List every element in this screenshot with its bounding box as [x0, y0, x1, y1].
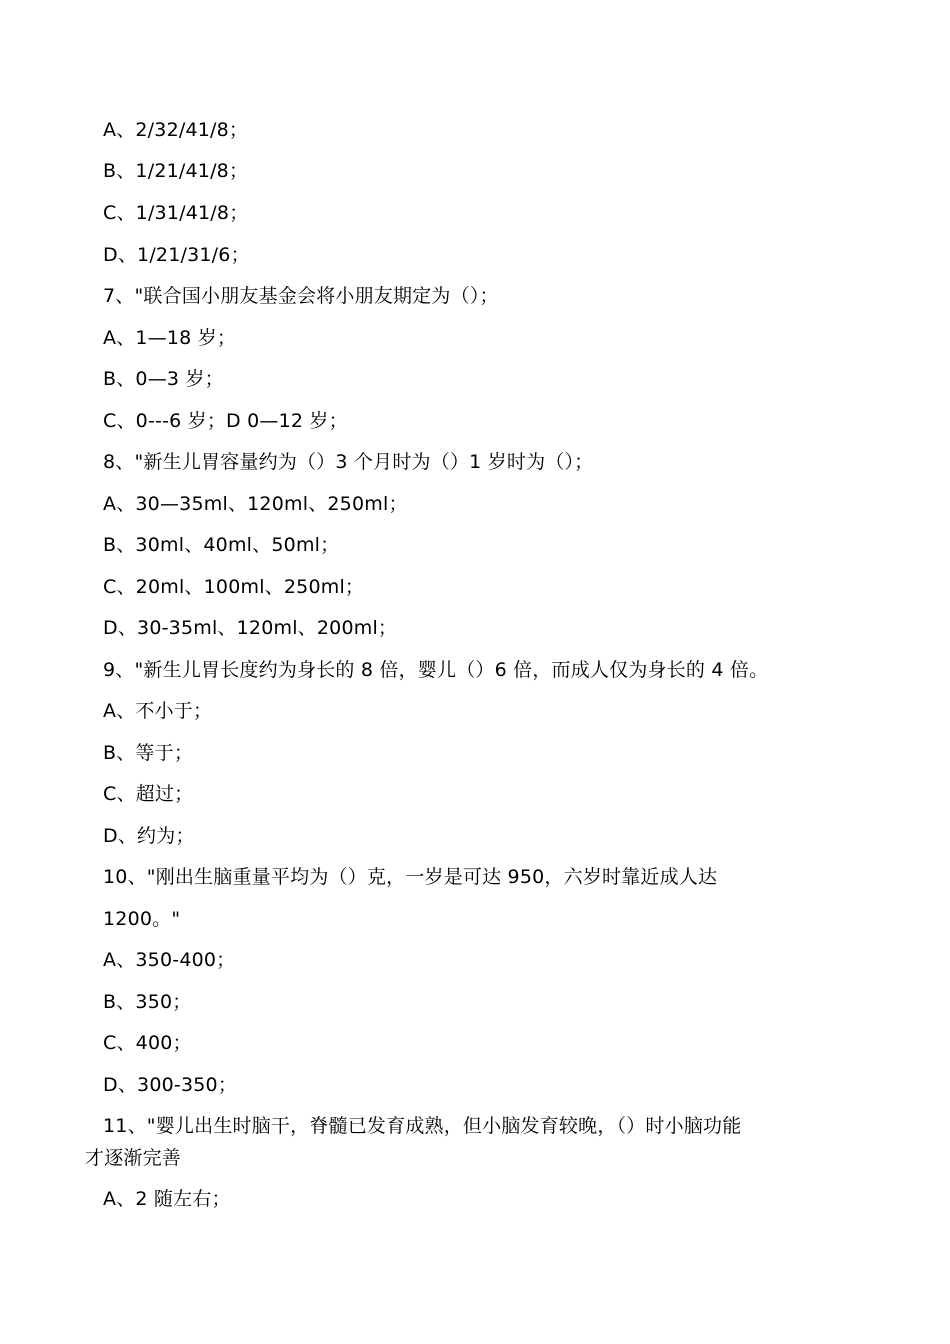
option-line: A、2 随左右； [103, 1188, 231, 1210]
question-11-continuation: 才逐渐完善 [85, 1147, 182, 1169]
question-10: 10、"刚出生脑重量平均为（）克，一岁是可达 950，六岁时靠近成人达 [103, 866, 718, 888]
option-line: B、1/21/41/8； [103, 160, 249, 182]
option-line: C、400； [103, 1032, 192, 1054]
option-line: A、1—18 岁； [103, 327, 237, 349]
option-line: B、350； [103, 991, 192, 1013]
option-line: A、不小于； [103, 700, 213, 722]
option-line: C、超过； [103, 783, 194, 805]
option-line: B、30ml、40ml、50ml； [103, 534, 340, 556]
option-line: B、0—3 岁； [103, 368, 224, 390]
option-line: A、30—35ml、120ml、250ml； [103, 493, 408, 515]
question-7: 7、"联合国小朋友基金会将小朋友期定为（）； [103, 285, 499, 307]
option-line: D、1/21/31/6； [103, 244, 250, 266]
option-line: C、20ml、100ml、250ml； [103, 576, 365, 598]
question-10-continuation: 1200。" [103, 908, 181, 930]
option-line: D、约为； [103, 825, 195, 847]
option-line: B、等于； [103, 742, 194, 764]
option-line: C、1/31/41/8； [103, 202, 249, 224]
option-line: D、300-350； [103, 1074, 238, 1096]
question-9: 9、"新生儿胃长度约为身长的 8 倍，婴儿（）6 倍，而成人仅为身长的 4 倍。 [103, 659, 769, 681]
option-line: D、30-35ml、120ml、200ml； [103, 617, 398, 639]
option-line: A、2/32/41/8； [103, 119, 249, 141]
question-8: 8、"新生儿胃容量约为（）3 个月时为（）1 岁时为（）； [103, 451, 594, 473]
question-11: 11、"婴儿出生时脑干，脊髓已发育成熟，但小脑发育较晚，（）时小脑功能 [103, 1115, 742, 1137]
option-line: A、350-400； [103, 949, 236, 971]
option-line: C、0---6 岁；D 0—12 岁； [103, 410, 348, 432]
